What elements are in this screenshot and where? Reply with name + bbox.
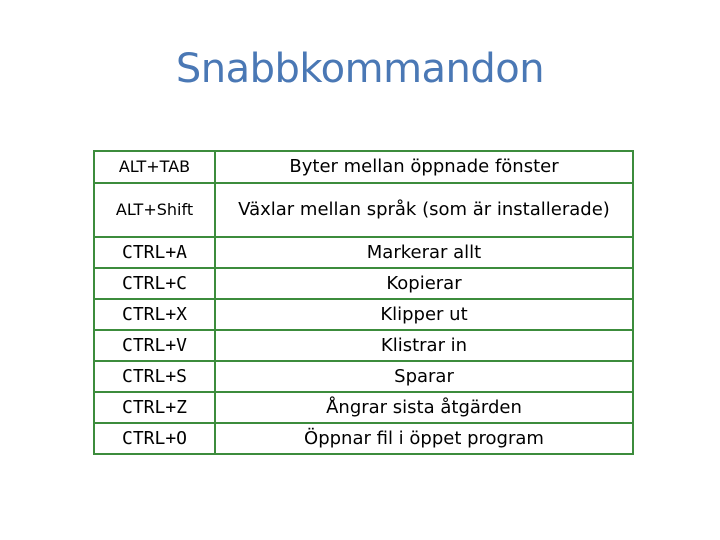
table-row bbox=[94, 361, 633, 392]
shortcut-description: Byter mellan öppnade fönster bbox=[215, 151, 633, 183]
shortcut-description: Kopierar bbox=[215, 268, 633, 299]
shortcut-description: Växlar mellan språk (som är installerade) bbox=[215, 183, 633, 237]
shortcut-key: CTRL+Z bbox=[94, 392, 215, 423]
shortcut-key: ALT+Shift bbox=[94, 183, 215, 237]
table-row bbox=[94, 183, 633, 237]
shortcut-description: Sparar bbox=[215, 361, 633, 392]
shortcut-key: CTRL+X bbox=[94, 299, 215, 330]
table-row bbox=[94, 423, 633, 454]
shortcut-description: Ångrar sista åtgärden bbox=[215, 392, 633, 423]
table-row bbox=[94, 330, 633, 361]
shortcut-description: Klistrar in bbox=[215, 330, 633, 361]
shortcuts-table bbox=[93, 150, 634, 455]
table-row bbox=[94, 237, 633, 268]
shortcut-key: CTRL+S bbox=[94, 361, 215, 392]
shortcut-key: ALT+TAB bbox=[94, 151, 215, 183]
shortcut-description: Markerar allt bbox=[215, 237, 633, 268]
table-row bbox=[94, 299, 633, 330]
table-row bbox=[94, 151, 633, 183]
shortcut-key: CTRL+O bbox=[94, 423, 215, 454]
shortcut-key: CTRL+C bbox=[94, 268, 215, 299]
table-row bbox=[94, 268, 633, 299]
table-row bbox=[94, 392, 633, 423]
shortcut-key: CTRL+A bbox=[94, 237, 215, 268]
shortcut-description: Öppnar fil i öppet program bbox=[215, 423, 633, 454]
shortcut-key: CTRL+V bbox=[94, 330, 215, 361]
shortcut-description: Klipper ut bbox=[215, 299, 633, 330]
slide-title: Snabbkommandon bbox=[175, 46, 545, 92]
